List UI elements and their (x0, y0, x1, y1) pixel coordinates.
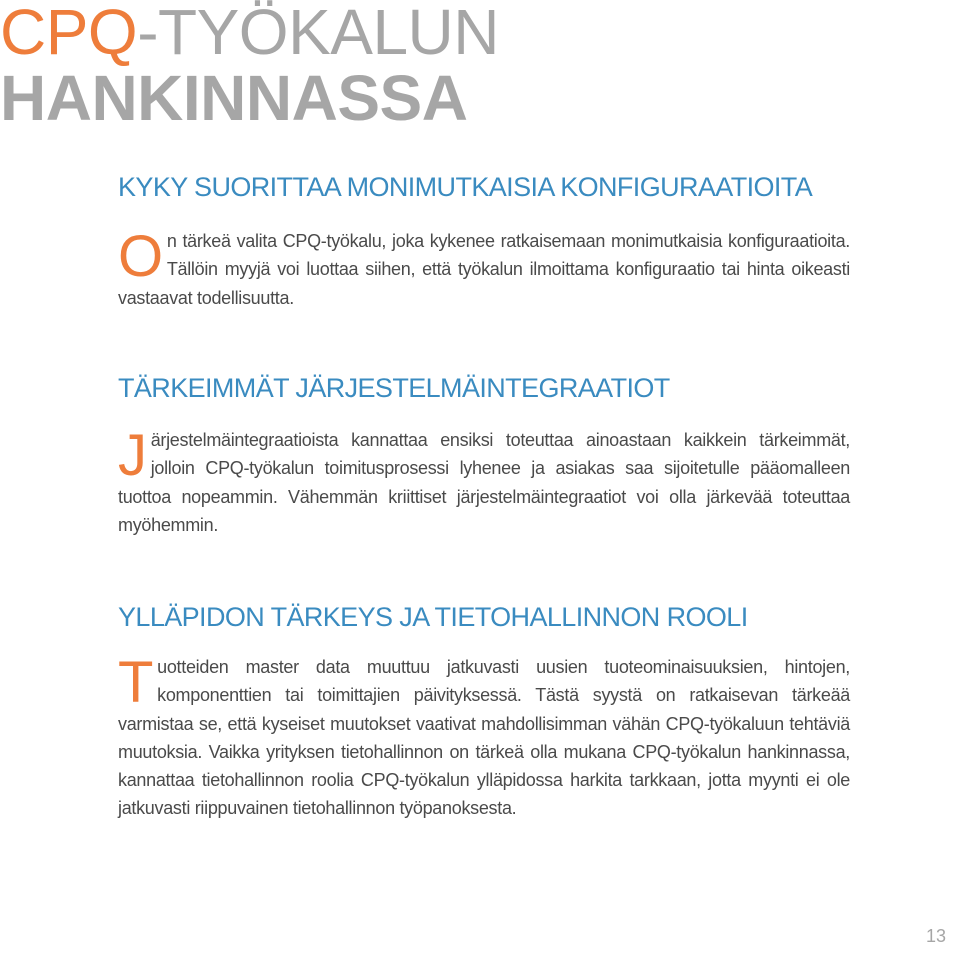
section-body (118, 650, 850, 823)
drop-cap: T (118, 650, 154, 715)
drop-cap: O (118, 224, 163, 289)
page-number: 13 (925, 926, 946, 946)
section-heading: YLLÄPIDON TÄRKEYS JA TIETOHALLINNON ROOLI (118, 602, 748, 632)
section-body (118, 224, 850, 312)
page-title (0, 0, 499, 134)
section-heading: KYKY SUORITTAA MONIMUTKAISIA KONFIGURAATIOITA (118, 172, 813, 202)
page-title-line-1 (0, 0, 499, 66)
page-title-line-2: HANKINNASSA (0, 62, 468, 134)
page-title-accent: CPQ (0, 0, 138, 68)
section-body-text: n tärkeä valita CPQ-työkalu, joka kykenee ratkaisemaan monimutkaisia konfiguraatioita. Tällöin myyjä voi luottaa siihen, että työkalun ilmoittama konfiguraatio tai hinta oikeasti vastaavat todellisuutta. (118, 231, 850, 308)
section-body-text: uotteiden master data muuttuu jatkuvasti uusien tuoteominaisuuksien, hintojen, komponenttien tai toimittajien päivityksessä. Tästä syystä on ratkaisevan tärkeää varmistaa se, että kyseiset muutokset vaativat mahdollisimman vähän CPQ-työkaluun tehtäviä muutoksia. Vaikka yrityksen tietohallinnon on tärkeä olla mukana CPQ-työkalun hankinnassa, kannattaa tietohallinnon roolia CPQ-työkalun ylläpidossa harkita tarkkaan, jotta myynti ei ole jatkuvasti riippuvainen tietohallinnon työpanoksesta. (118, 657, 850, 819)
section-system-integrations (118, 372, 850, 539)
section-heading: TÄRKEIMMÄT JÄRJESTELMÄINTEGRAATIOT (118, 373, 670, 403)
page-title-rest: -TYÖKALUN (137, 0, 499, 68)
section-body (118, 423, 850, 539)
section-complex-configurations (118, 171, 850, 312)
section-maintenance-it-role (118, 601, 850, 823)
section-body-text: ärjestelmäintegraatioista kannattaa ensiksi toteuttaa ainoastaan kaikkein tärkeimmät, jolloin CPQ-työkalun toimitusprosessi lyhenee ja asiakas saa sijoitetulle pääomalleen tuottoa nopeammin. Vähemmän kriittiset järjestelmäintegraatiot voi olla järkevää toteuttaa myöhemmin. (118, 430, 850, 535)
drop-cap: J (118, 423, 147, 488)
